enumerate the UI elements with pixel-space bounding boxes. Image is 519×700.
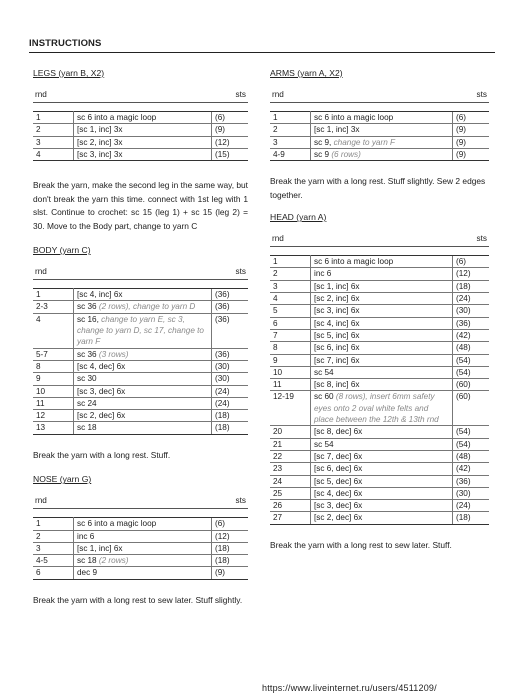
stitch-count-cell: (18) bbox=[453, 512, 490, 524]
instruction-text: [sc 4, inc] 6x bbox=[77, 290, 123, 300]
instruction-cell bbox=[311, 317, 453, 329]
body-table-header bbox=[33, 265, 248, 280]
instruction-text: [sc 3, inc] 6x bbox=[314, 306, 360, 316]
round-cell: 2 bbox=[270, 124, 311, 136]
table-row bbox=[33, 385, 248, 397]
instruction-cell bbox=[311, 487, 453, 499]
instruction-cell bbox=[311, 136, 453, 148]
round-cell: 20 bbox=[270, 426, 311, 438]
stitch-count-cell: (18) bbox=[212, 555, 249, 567]
stitch-count-cell: (60) bbox=[453, 379, 490, 391]
round-cell: 4-9 bbox=[270, 148, 311, 160]
instruction-text: [sc 8, inc] 6x bbox=[314, 380, 360, 390]
stitch-count-cell: (6) bbox=[453, 112, 490, 124]
stitch-count-cell: (18) bbox=[212, 542, 249, 554]
instruction-cell bbox=[311, 450, 453, 462]
instruction-cell bbox=[74, 397, 212, 409]
stitch-count-cell: (6) bbox=[212, 518, 249, 530]
round-cell: 1 bbox=[270, 256, 311, 268]
stitch-count-cell: (9) bbox=[453, 136, 490, 148]
round-cell: 26 bbox=[270, 500, 311, 512]
title-divider bbox=[29, 52, 495, 53]
instruction-text: sc 30 bbox=[77, 374, 97, 384]
instruction-cell bbox=[311, 426, 453, 438]
body-section bbox=[33, 243, 248, 462]
table-row bbox=[270, 426, 489, 438]
instruction-text: sc 6 into a magic loop bbox=[77, 519, 157, 529]
instruction-cell bbox=[74, 422, 212, 434]
instruction-note: (2 rows) bbox=[98, 556, 129, 566]
table-row bbox=[270, 342, 489, 354]
rnd-header: rnd bbox=[35, 496, 47, 506]
instruction-text: sc 6 into a magic loop bbox=[314, 113, 394, 122]
table-row bbox=[270, 280, 489, 292]
instruction-text: [sc 2, inc] 3x bbox=[77, 137, 123, 147]
instruction-text: [sc 1, inc] 6x bbox=[77, 543, 123, 553]
stitch-count-cell: (60) bbox=[453, 391, 490, 426]
stitch-count-cell: (30) bbox=[453, 487, 490, 499]
table-row bbox=[33, 148, 248, 160]
instruction-text: sc 36 bbox=[77, 349, 97, 359]
stitch-count-cell: (36) bbox=[212, 301, 249, 313]
instruction-cell bbox=[74, 518, 212, 530]
stitch-count-cell: (12) bbox=[453, 268, 490, 280]
round-cell: 1 bbox=[270, 112, 311, 124]
table-row bbox=[33, 397, 248, 409]
table-row bbox=[33, 360, 248, 372]
stitch-count-cell: (24) bbox=[212, 385, 249, 397]
instruction-cell bbox=[74, 530, 212, 542]
round-cell: 8 bbox=[33, 360, 74, 372]
round-cell: 1 bbox=[33, 518, 74, 530]
round-cell: 3 bbox=[270, 280, 311, 292]
stitch-count-cell: (54) bbox=[453, 366, 490, 378]
instruction-cell bbox=[74, 410, 212, 422]
instruction-text: inc 6 bbox=[77, 531, 95, 541]
instruction-cell bbox=[311, 512, 453, 524]
round-cell: 3 bbox=[33, 542, 74, 554]
instruction-cell bbox=[311, 438, 453, 450]
instruction-cell bbox=[311, 342, 453, 354]
stitch-count-cell: (18) bbox=[212, 410, 249, 422]
right-column bbox=[270, 66, 489, 552]
table-row bbox=[33, 410, 248, 422]
table-row bbox=[33, 136, 248, 148]
table-row bbox=[270, 463, 489, 475]
nose-table bbox=[33, 517, 248, 579]
table-row bbox=[270, 293, 489, 305]
table-row bbox=[33, 542, 248, 554]
sts-header: sts bbox=[235, 90, 246, 99]
left-column bbox=[33, 66, 248, 607]
instruction-text: sc 24 bbox=[77, 398, 97, 408]
instruction-text: [sc 1, inc] 3x bbox=[314, 125, 360, 135]
instruction-text: sc 9 bbox=[314, 149, 330, 159]
instruction-cell bbox=[74, 313, 212, 348]
rnd-header: rnd bbox=[272, 234, 284, 244]
instruction-cell bbox=[74, 301, 212, 313]
stitch-count-cell: (54) bbox=[453, 426, 490, 438]
stitch-count-cell: (48) bbox=[453, 450, 490, 462]
instruction-text: [sc 6, inc] 6x bbox=[314, 343, 360, 353]
instruction-cell bbox=[311, 256, 453, 268]
instruction-text: sc 18 bbox=[77, 556, 97, 566]
rnd-header: rnd bbox=[35, 90, 47, 99]
instruction-cell bbox=[311, 463, 453, 475]
head-table bbox=[270, 255, 489, 525]
instruction-cell bbox=[74, 148, 212, 160]
arms-note: Break the yarn with a long rest. Stuff slightly. Sew 2 edges together. bbox=[270, 176, 486, 200]
sts-header: sts bbox=[235, 267, 246, 277]
instruction-cell bbox=[311, 112, 453, 124]
instruction-text: sc 60 bbox=[314, 392, 334, 402]
round-cell: 10 bbox=[270, 366, 311, 378]
stitch-count-cell: (9) bbox=[453, 124, 490, 136]
nose-table-header bbox=[33, 494, 248, 509]
stitch-count-cell: (48) bbox=[453, 342, 490, 354]
stitch-count-cell: (30) bbox=[453, 305, 490, 317]
table-row bbox=[33, 373, 248, 385]
legs-heading: LEGS (yarn B, X2) bbox=[33, 68, 105, 78]
rnd-header: rnd bbox=[35, 267, 47, 277]
instruction-text: [sc 2, dec] 6x bbox=[314, 513, 363, 523]
instruction-note: change to yarn E, sc 3, change to yarn D, sc 17, change to yarn F bbox=[77, 314, 204, 347]
instruction-cell bbox=[74, 124, 212, 136]
table-row bbox=[270, 379, 489, 391]
instruction-cell bbox=[74, 360, 212, 372]
instruction-cell bbox=[311, 305, 453, 317]
round-cell: 6 bbox=[270, 317, 311, 329]
arms-section bbox=[270, 66, 489, 202]
table-row bbox=[270, 136, 489, 148]
table-row bbox=[33, 555, 248, 567]
stitch-count-cell: (54) bbox=[453, 354, 490, 366]
instruction-cell bbox=[311, 293, 453, 305]
stitch-count-cell: (6) bbox=[453, 256, 490, 268]
instruction-cell bbox=[311, 148, 453, 160]
instruction-text: [sc 2, inc] 6x bbox=[314, 294, 360, 304]
arms-table-header bbox=[270, 88, 489, 103]
page-title: INSTRUCTIONS bbox=[29, 38, 102, 49]
instruction-text: [sc 3, inc] 3x bbox=[77, 149, 123, 159]
round-cell: 2-3 bbox=[33, 301, 74, 313]
stitch-count-cell: (24) bbox=[453, 293, 490, 305]
stitch-count-cell: (24) bbox=[212, 397, 249, 409]
instruction-text: sc 9, bbox=[314, 137, 332, 147]
round-cell: 23 bbox=[270, 463, 311, 475]
round-cell: 9 bbox=[270, 354, 311, 366]
instruction-text: [sc 1, inc] 3x bbox=[77, 125, 123, 135]
round-cell: 24 bbox=[270, 475, 311, 487]
body-table bbox=[33, 288, 248, 435]
instruction-cell bbox=[311, 329, 453, 341]
instruction-cell bbox=[74, 348, 212, 360]
round-cell: 8 bbox=[270, 342, 311, 354]
round-cell: 4-5 bbox=[33, 555, 74, 567]
instruction-text: [sc 5, inc] 6x bbox=[314, 330, 360, 340]
rnd-header: rnd bbox=[272, 90, 284, 99]
instruction-cell bbox=[74, 542, 212, 554]
table-row bbox=[33, 422, 248, 434]
instruction-text: [sc 5, dec] 6x bbox=[314, 476, 363, 486]
instruction-cell bbox=[311, 500, 453, 512]
table-row bbox=[33, 530, 248, 542]
body-heading: BODY (yarn C) bbox=[33, 245, 91, 256]
round-cell: 13 bbox=[33, 422, 74, 434]
instruction-cell bbox=[74, 136, 212, 148]
body-note: Break the yarn with a long rest. Stuff. bbox=[33, 449, 171, 460]
instruction-text: sc 54 bbox=[314, 439, 334, 449]
head-section bbox=[270, 210, 489, 552]
round-cell: 4 bbox=[270, 293, 311, 305]
instruction-cell bbox=[74, 289, 212, 301]
table-row bbox=[33, 301, 248, 313]
legs-section bbox=[33, 66, 248, 233]
stitch-count-cell: (12) bbox=[212, 136, 249, 148]
stitch-count-cell: (9) bbox=[453, 148, 490, 160]
instruction-note: (8 rows), insert 6mm safety eyes onto 2 oval white felts and place between the 12th & 13th rnd bbox=[314, 392, 439, 425]
table-row bbox=[270, 148, 489, 160]
stitch-count-cell: (30) bbox=[212, 373, 249, 385]
round-cell: 22 bbox=[270, 450, 311, 462]
table-row bbox=[270, 329, 489, 341]
stitch-count-cell: (9) bbox=[212, 567, 249, 579]
instruction-cell bbox=[74, 112, 212, 124]
instruction-cell bbox=[311, 379, 453, 391]
instruction-text: sc 6 into a magic loop bbox=[77, 113, 157, 122]
legs-note: Break the yarn, make the second leg in the same way, but don't break the yarn this time. connect with 1st leg with 1 slst. Continue to crochet: sc 15 (leg 1) + sc 15 (leg 2) = 30. Move to the Body part, change to yarn C bbox=[33, 180, 248, 231]
sts-header: sts bbox=[476, 90, 487, 99]
table-row bbox=[270, 500, 489, 512]
stitch-count-cell: (36) bbox=[453, 475, 490, 487]
table-row bbox=[270, 112, 489, 124]
table-row bbox=[270, 124, 489, 136]
table-row bbox=[270, 354, 489, 366]
sts-header: sts bbox=[476, 234, 487, 244]
round-cell: 1 bbox=[33, 289, 74, 301]
round-cell: 2 bbox=[33, 124, 74, 136]
instruction-text: sc 16, bbox=[77, 314, 99, 324]
round-cell: 6 bbox=[33, 567, 74, 579]
stitch-count-cell: (36) bbox=[212, 289, 249, 301]
instruction-cell bbox=[311, 366, 453, 378]
instruction-text: [sc 8, dec] 6x bbox=[314, 427, 363, 437]
round-cell: 4 bbox=[33, 148, 74, 160]
round-cell: 1 bbox=[33, 112, 74, 124]
table-row bbox=[270, 391, 489, 426]
instruction-text: inc 6 bbox=[314, 269, 332, 279]
instruction-text: dec 9 bbox=[77, 568, 98, 578]
round-cell: 7 bbox=[270, 329, 311, 341]
round-cell: 9 bbox=[33, 373, 74, 385]
table-row bbox=[33, 567, 248, 579]
table-row bbox=[270, 475, 489, 487]
head-table-header bbox=[270, 232, 489, 247]
instruction-cell bbox=[311, 391, 453, 426]
instruction-note: (3 rows) bbox=[98, 349, 129, 359]
stitch-count-cell: (24) bbox=[453, 500, 490, 512]
instruction-text: sc 18 bbox=[77, 423, 97, 433]
stitch-count-cell: (30) bbox=[212, 360, 249, 372]
instruction-note: change to yarn F bbox=[333, 137, 396, 147]
table-row bbox=[270, 256, 489, 268]
table-row bbox=[270, 317, 489, 329]
round-cell: 4 bbox=[33, 313, 74, 348]
round-cell: 5-7 bbox=[33, 348, 74, 360]
round-cell: 21 bbox=[270, 438, 311, 450]
instruction-cell bbox=[74, 385, 212, 397]
instruction-text: [sc 4, dec] 6x bbox=[77, 361, 126, 371]
nose-section bbox=[33, 472, 248, 607]
table-row bbox=[270, 438, 489, 450]
instruction-cell bbox=[74, 567, 212, 579]
instruction-text: [sc 7, inc] 6x bbox=[314, 355, 360, 365]
instruction-cell bbox=[311, 268, 453, 280]
table-row bbox=[270, 450, 489, 462]
table-row bbox=[270, 268, 489, 280]
table-row bbox=[33, 112, 248, 124]
source-url[interactable]: https://www.liveinternet.ru/users/4511209/ bbox=[262, 683, 437, 693]
nose-heading: NOSE (yarn G) bbox=[33, 474, 92, 485]
round-cell: 3 bbox=[33, 136, 74, 148]
instruction-text: [sc 3, dec] 6x bbox=[314, 501, 363, 511]
table-row bbox=[33, 124, 248, 136]
instruction-text: sc 36 bbox=[77, 302, 97, 312]
instruction-cell bbox=[311, 280, 453, 292]
instruction-cell bbox=[311, 475, 453, 487]
round-cell: 10 bbox=[33, 385, 74, 397]
legs-table bbox=[33, 111, 248, 161]
table-row bbox=[270, 305, 489, 317]
stitch-count-cell: (18) bbox=[453, 280, 490, 292]
stitch-count-cell: (15) bbox=[212, 148, 249, 160]
stitch-count-cell: (36) bbox=[453, 317, 490, 329]
table-row bbox=[270, 512, 489, 524]
legs-table-header bbox=[33, 88, 248, 103]
round-cell: 27 bbox=[270, 512, 311, 524]
instruction-cell bbox=[74, 373, 212, 385]
stitch-count-cell: (18) bbox=[212, 422, 249, 434]
table-row bbox=[270, 487, 489, 499]
instruction-text: [sc 7, dec] 6x bbox=[314, 451, 363, 461]
round-cell: 2 bbox=[33, 530, 74, 542]
instruction-text: [sc 3, dec] 6x bbox=[77, 386, 126, 396]
instruction-cell bbox=[74, 555, 212, 567]
table-row bbox=[33, 518, 248, 530]
stitch-count-cell: (6) bbox=[212, 112, 249, 124]
instruction-text: sc 54 bbox=[314, 367, 334, 377]
stitch-count-cell: (42) bbox=[453, 463, 490, 475]
head-note: Break the yarn with a long rest to sew later. Stuff. bbox=[270, 539, 452, 550]
round-cell: 12-19 bbox=[270, 391, 311, 426]
round-cell: 11 bbox=[33, 397, 74, 409]
round-cell: 12 bbox=[33, 410, 74, 422]
round-cell: 3 bbox=[270, 136, 311, 148]
instruction-cell bbox=[311, 124, 453, 136]
instruction-note: (2 rows), change to yarn D bbox=[98, 302, 196, 312]
round-cell: 5 bbox=[270, 305, 311, 317]
instruction-cell bbox=[311, 354, 453, 366]
round-cell: 2 bbox=[270, 268, 311, 280]
table-row bbox=[33, 348, 248, 360]
instruction-text: [sc 4, dec] 6x bbox=[314, 488, 363, 498]
stitch-count-cell: (12) bbox=[212, 530, 249, 542]
arms-table bbox=[270, 111, 489, 161]
stitch-count-cell: (9) bbox=[212, 124, 249, 136]
stitch-count-cell: (36) bbox=[212, 348, 249, 360]
arms-heading: ARMS (yarn A, X2) bbox=[270, 68, 343, 78]
table-row bbox=[33, 289, 248, 301]
stitch-count-cell: (54) bbox=[453, 438, 490, 450]
instruction-text: sc 6 into a magic loop bbox=[314, 257, 394, 267]
sts-header: sts bbox=[235, 496, 246, 506]
table-row bbox=[270, 366, 489, 378]
instruction-text: [sc 2, dec] 6x bbox=[77, 411, 126, 421]
round-cell: 11 bbox=[270, 379, 311, 391]
nose-note: Break the yarn with a long rest to sew later. Stuff slightly. bbox=[33, 594, 243, 605]
instruction-text: [sc 1, inc] 6x bbox=[314, 281, 360, 291]
instruction-text: [sc 4, inc] 6x bbox=[314, 318, 360, 328]
instruction-text: [sc 6, dec] 6x bbox=[314, 464, 363, 474]
stitch-count-cell: (36) bbox=[212, 313, 249, 348]
stitch-count-cell: (42) bbox=[453, 329, 490, 341]
instruction-note: (6 rows) bbox=[331, 149, 361, 159]
head-heading: HEAD (yarn A) bbox=[270, 212, 327, 223]
table-row bbox=[33, 313, 248, 348]
round-cell: 25 bbox=[270, 487, 311, 499]
